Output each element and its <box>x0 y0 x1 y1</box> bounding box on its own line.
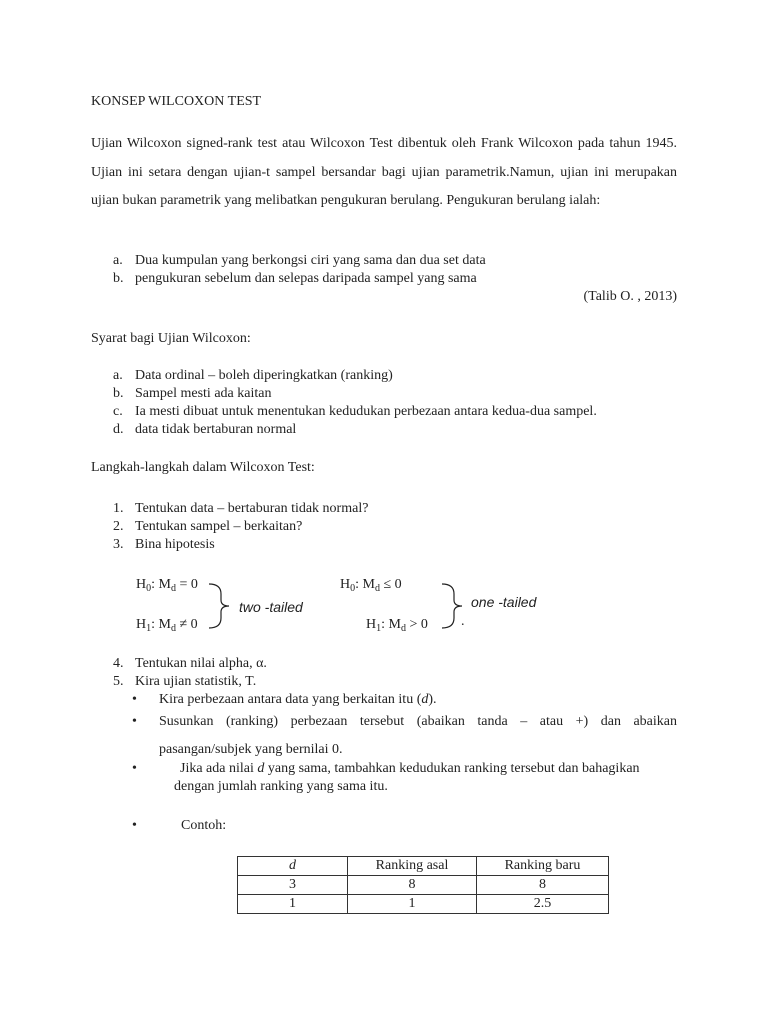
step-item: 5. Kira ujian statistik, T. <box>113 674 257 689</box>
two-tailed-label: two -tailed <box>239 599 303 615</box>
list-item: a. Dua kumpulan yang berkongsi ciri yang sama dan dua set data <box>113 253 486 268</box>
h1-two-tailed: $H_1$: $M_d \ne 0$ <box>136 617 198 634</box>
brace-one-tailed <box>440 582 470 630</box>
bullet-icon: • <box>132 692 137 707</box>
list-item: b. Sampel mesti ada kaitan <box>113 386 272 401</box>
page-title: KONSEP WILCOXON TEST <box>91 94 262 109</box>
bullet-text: Susunkan (ranking) perbezaan tersebut (abaikan tanda – atau +) dan abaikan <box>159 714 677 729</box>
bullet-icon: • <box>132 818 137 833</box>
syarat-heading: Syarat bagi Ujian Wilcoxon: <box>91 331 251 346</box>
bullet-icon: • <box>132 714 137 729</box>
list-item: d. data tidak bertaburan normal <box>113 422 297 437</box>
list-item: a. Data ordinal – boleh diperingkatkan (ranking) <box>113 368 393 383</box>
table-cell: 1 <box>348 895 477 914</box>
table-cell: 1 <box>238 895 348 914</box>
one-tailed-label: one -tailed <box>471 594 537 610</box>
bullet-text: Kira perbezaan antara data yang berkaitan itu (d). <box>159 692 437 707</box>
brace-two-tailed <box>207 582 237 630</box>
intro-paragraph: Ujian Wilcoxon signed-rank test atau Wilcoxon Test dibentuk oleh Frank Wilcoxon pada tahun 1945. Ujian ini setara dengan ujian-t sampel bersandar bagi ujian parametrik.Namun, ujian ini merupakan ujian bukan parametrik yang melibatkan pengukuran berulang. Pengukuran berulang ialah: <box>91 136 677 208</box>
bullet-icon: • <box>132 761 137 776</box>
list-item: b. pengukuran sebelum dan selepas daripada sampel yang sama <box>113 271 477 286</box>
step-item: 3. Bina hipotesis <box>113 537 215 552</box>
bullet-text: dengan jumlah ranking yang sama itu. <box>174 779 388 794</box>
h0-two-tailed: $H_0$: $M_d = 0$ <box>136 577 198 594</box>
table-header: Ranking asal <box>348 857 477 876</box>
citation: (Talib O. , 2013) <box>583 289 677 304</box>
table-header-row <box>238 857 609 876</box>
table-row <box>238 895 609 914</box>
list-item: c. Ia mesti dibuat untuk menentukan kedudukan perbezaan antara kedua-dua sampel. <box>113 404 597 419</box>
table-cell: 8 <box>477 876 609 895</box>
table-cell: 3 <box>238 876 348 895</box>
h1-one-tailed: $H_1$: $M_d > 0$ <box>366 617 428 634</box>
bullet-text: pasangan/subjek yang bernilai 0. <box>159 742 343 757</box>
h0-one-tailed: $H_0$: $M_d \le 0$ <box>340 577 402 594</box>
table-row <box>238 876 609 895</box>
table-cell: 2.5 <box>477 895 609 914</box>
step-item: 2. Tentukan sampel – berkaitan? <box>113 519 303 534</box>
langkah-heading: Langkah-langkah dalam Wilcoxon Test: <box>91 460 315 475</box>
step-item: 4. Tentukan nilai alpha, α. <box>113 656 267 671</box>
bullet-text: Jika ada nilai d yang sama, tambahkan kedudukan ranking tersebut dan bahagikan <box>180 761 640 776</box>
trailing-dot: . <box>461 614 465 629</box>
table-header: Ranking baru <box>477 857 609 876</box>
ranking-table <box>237 856 609 914</box>
table-cell: 8 <box>348 876 477 895</box>
bullet-text: Contoh: <box>181 818 227 833</box>
table-header: d <box>238 857 348 876</box>
step-item: 1. Tentukan data – bertaburan tidak normal? <box>113 501 369 516</box>
